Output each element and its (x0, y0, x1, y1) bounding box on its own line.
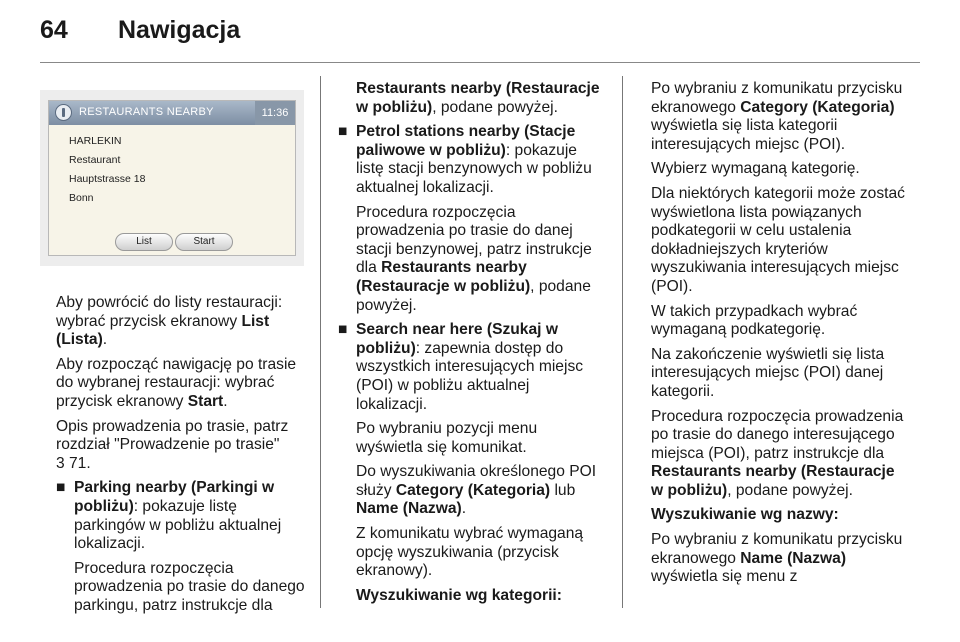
column-divider-2 (622, 76, 623, 608)
paragraph (338, 204, 604, 316)
menu-item-reference: Parking nearby (Parkingi w pobliżu) (74, 479, 275, 515)
paragraph (338, 525, 604, 581)
text: . (102, 331, 108, 349)
paragraph (338, 463, 604, 519)
bullet-item (338, 123, 604, 197)
screen-titlebar (49, 101, 295, 125)
text: Po wybraniu z komunikatu przycisku ekranowego (651, 531, 903, 567)
button-reference: Category (Kategoria) (740, 98, 895, 116)
text: Po wybraniu pozycji menu wyświetla się komunikat. (356, 420, 538, 456)
paragraph (651, 185, 907, 297)
subheading (651, 506, 907, 525)
paragraph (56, 294, 312, 350)
text-column-1 (56, 294, 312, 622)
restaurants-nearby-screen (48, 100, 296, 256)
restaurant-name: HARLEKIN (69, 135, 122, 147)
page-header (40, 16, 920, 52)
paragraph (651, 346, 907, 402)
button-reference: Name (Nazwa) (740, 549, 847, 567)
paragraph (56, 560, 312, 616)
text: Procedura rozpoczęcia prowadzenia po trasie do danej stacji benzynowej, patrz instrukcje dla (356, 203, 592, 277)
text: wyświetla się lista kategorii interesujących miejsc (POI). (651, 117, 846, 153)
subheading (338, 587, 604, 606)
text: Na zakończenie wyświetli się lista interesujących miejsc (POI) danej kategorii. (651, 345, 885, 400)
text: , podane powyżej. (356, 277, 591, 314)
restaurant-type: Restaurant (69, 154, 121, 166)
paragraph (338, 420, 604, 457)
paragraph (56, 418, 312, 474)
text: Wybierz wymaganą kategorię. (651, 160, 860, 178)
bullet-icon: ■ (338, 321, 348, 339)
page-number: 64 (40, 16, 68, 44)
text: : pokazuje listę parkingów w pobliżu aktualnej lokalizacji. (74, 497, 282, 553)
subheading-text: Wyszukiwanie wg kategorii: (356, 586, 562, 604)
navigation-screen-figure (40, 90, 304, 266)
header-rule (40, 62, 920, 63)
text: Aby rozpocząć nawigację po trasie do wybranej restauracji: wybrać przycisk ekranowy (56, 355, 297, 410)
button-reference: Start (187, 392, 224, 410)
text: Po wybraniu z komunikatu przycisku ekranowego (651, 80, 903, 116)
paragraph (651, 80, 907, 154)
bullet-icon: ■ (338, 123, 348, 141)
restaurant-city: Bonn (69, 192, 94, 204)
button-reference: List (Lista) (56, 312, 270, 349)
bullet-item (338, 321, 604, 414)
paragraph (56, 356, 312, 412)
text: Procedura rozpoczęcia prowadzenia po trasie do danego parkingu, patrz instrukcje dla (74, 559, 305, 614)
text: Opis prowadzenia po trasie, patrz rozdział "Prowadzenie po trasie" (56, 417, 289, 454)
text: W takich przypadkach wybrać wymaganą podkategorię. (651, 302, 858, 339)
text: Aby powrócić do listy restauracji: wybrać przycisk ekranowy (56, 294, 283, 330)
text: lub (550, 481, 576, 499)
paragraph (651, 408, 907, 501)
subheading-text: Wyszukiwanie wg nazwy: (651, 506, 839, 524)
start-button[interactable]: Start (175, 233, 233, 251)
text-column-2 (338, 80, 604, 611)
restaurant-street: Hauptstrasse 18 (69, 173, 146, 185)
paragraph (651, 531, 907, 587)
list-button[interactable]: List (115, 233, 173, 251)
paragraph (338, 80, 604, 117)
column-divider-1 (320, 76, 321, 608)
section-title: Nawigacja (118, 16, 241, 44)
paragraph (651, 160, 907, 179)
screen-clock: 11:36 (255, 101, 295, 125)
text: : zapewnia dostęp do wszystkich interesujących miejsc (POI) w pobliżu aktualnej lokalizacji. (356, 339, 584, 413)
text: : pokazuje listę stacji benzynowych w pobliżu aktualnej lokalizacji. (356, 141, 592, 196)
text-column-3 (651, 80, 907, 593)
menu-item-reference: Search near here (Szukaj w pobliżu) (356, 321, 558, 357)
text: Dla niektórych kategorii może zostać wyświetlona lista powiązanych podkategorii w celu ustalenia dokładniejszych kryteriów wyszukiwania interesujących miejsc (POI). (651, 184, 905, 295)
bullet-item (56, 479, 312, 553)
button-reference: Category (Kategoria) (395, 481, 551, 499)
bullet-icon: ■ (56, 479, 66, 497)
page-reference: 3 71. (56, 454, 91, 472)
text: Procedura rozpoczęcia prowadzenia po trasie do danego interesującego miejsca (POI), patrz instrukcje dla (651, 407, 904, 462)
info-icon (55, 104, 72, 121)
text: wyświetla się menu z (651, 568, 798, 586)
menu-item-reference: Petrol stations nearby (Stacje paliwowe w pobliżu) (356, 123, 576, 159)
menu-item-reference: Restaurants nearby (Restauracje w pobliżu) (651, 463, 895, 499)
button-reference: Name (Nazwa) (356, 500, 462, 518)
text: Do wyszukiwania określonego POI służy (356, 463, 597, 499)
text: . (461, 500, 467, 518)
menu-item-reference: Restaurants nearby (Restauracje w pobliżu) (356, 259, 531, 295)
text: , podane powyżej. (432, 98, 558, 116)
text: Z komunikatu wybrać wymaganą opcję wyszukiwania (przycisk ekranowy). (356, 525, 584, 580)
screen-title: RESTAURANTS NEARBY (79, 106, 214, 118)
menu-item-reference: Restaurants nearby (Restauracje w pobliżu) (356, 80, 600, 116)
paragraph (651, 303, 907, 340)
restaurant-details (69, 135, 145, 211)
text: . (223, 392, 228, 410)
text: , podane powyżej. (727, 481, 853, 499)
